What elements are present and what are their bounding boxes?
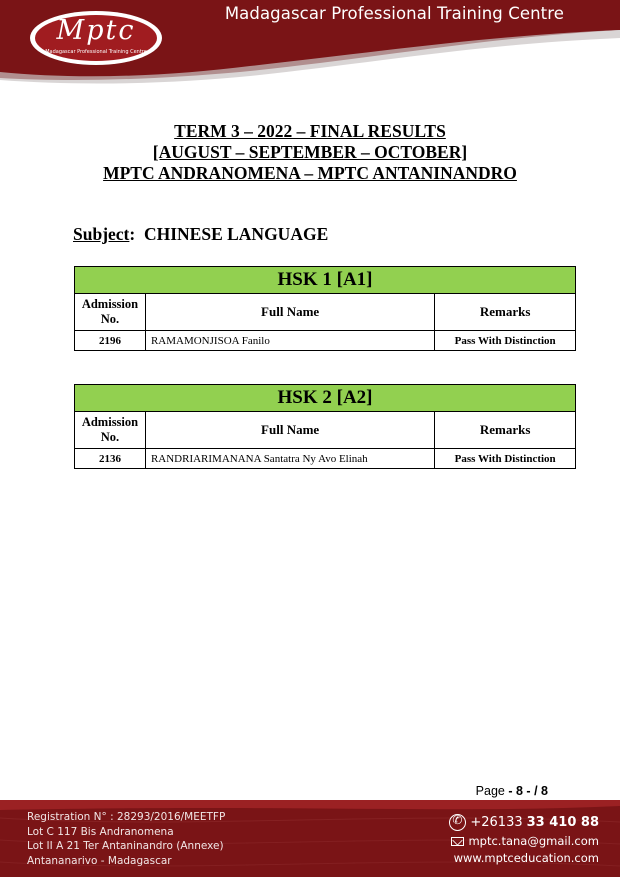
- subject-label: Subject: [73, 224, 130, 244]
- level-title: HSK 1 [A1]: [75, 267, 576, 294]
- level-header-row: [75, 385, 576, 412]
- page-header: [0, 0, 620, 84]
- email-address[interactable]: mptc.tana@gmail.com: [468, 834, 599, 848]
- admission-cell: 2136: [75, 449, 146, 469]
- address-line-1: Lot C 117 Bis Andranomena: [27, 825, 174, 838]
- centre-name: Madagascar Professional Training Centre: [224, 4, 564, 23]
- mail-icon: [451, 837, 464, 846]
- col-admission: Admission No.: [75, 412, 146, 449]
- phone-icon: [449, 814, 466, 831]
- subject-colon: :: [129, 224, 136, 244]
- address-line-2: Lot II A 21 Ter Antaninandro (Annexe): [27, 840, 224, 852]
- phone-line: [399, 814, 599, 831]
- title-line-2: [AUGUST – SEPTEMBER – OCTOBER]: [152, 142, 468, 162]
- col-admission: Admission No.: [75, 294, 146, 331]
- level-header-row: [75, 267, 576, 294]
- remarks-cell: Pass With Distinction: [435, 331, 576, 351]
- footer-contact-block: [399, 814, 599, 865]
- footer-address-block: [27, 810, 225, 868]
- website-link[interactable]: www.mptceducation.com: [453, 851, 599, 865]
- results-title-block: [0, 121, 620, 184]
- col-remarks: Remarks: [435, 412, 576, 449]
- col-full-name: Full Name: [145, 294, 434, 331]
- city-line: Antananarivo - Madagascar: [27, 854, 172, 867]
- table-row: [75, 331, 576, 351]
- subject-line: [73, 224, 328, 245]
- logo-script: Mptc: [56, 15, 136, 46]
- results-table-hsk2: [74, 384, 576, 469]
- mptc-logo: [30, 12, 162, 64]
- name-cell: RANDRIARIMANANA Santatra Ny Avo Elinah: [145, 449, 434, 469]
- page-footer: [0, 800, 620, 877]
- page-number: Page - 8 - / 8: [475, 784, 548, 798]
- logo-subtext: Madagascar Professional Training Centre: [45, 49, 147, 55]
- column-header-row: [75, 294, 576, 331]
- column-header-row: [75, 412, 576, 449]
- remarks-cell: Pass With Distinction: [435, 449, 576, 469]
- phone-number: 33 410 88: [526, 815, 599, 830]
- email-line: [399, 834, 599, 848]
- subject-value: CHINESE LANGUAGE: [143, 224, 329, 244]
- title-line-3: MPTC ANDRANOMENA – MPTC ANTANINANDRO: [103, 163, 517, 183]
- title-line-1: TERM 3 – 2022 – FINAL RESULTS: [174, 121, 446, 141]
- col-remarks: Remarks: [435, 294, 576, 331]
- admission-cell: 2196: [75, 331, 146, 351]
- results-table-hsk1: [74, 266, 576, 351]
- registration-number: Registration N° : 28293/2016/MEETFP: [27, 811, 226, 823]
- name-cell: RAMAMONJISOA Fanilo: [145, 331, 434, 351]
- phone-prefix: +26133: [470, 815, 523, 830]
- col-full-name: Full Name: [145, 412, 434, 449]
- table-row: [75, 449, 576, 469]
- level-title: HSK 2 [A2]: [75, 385, 576, 412]
